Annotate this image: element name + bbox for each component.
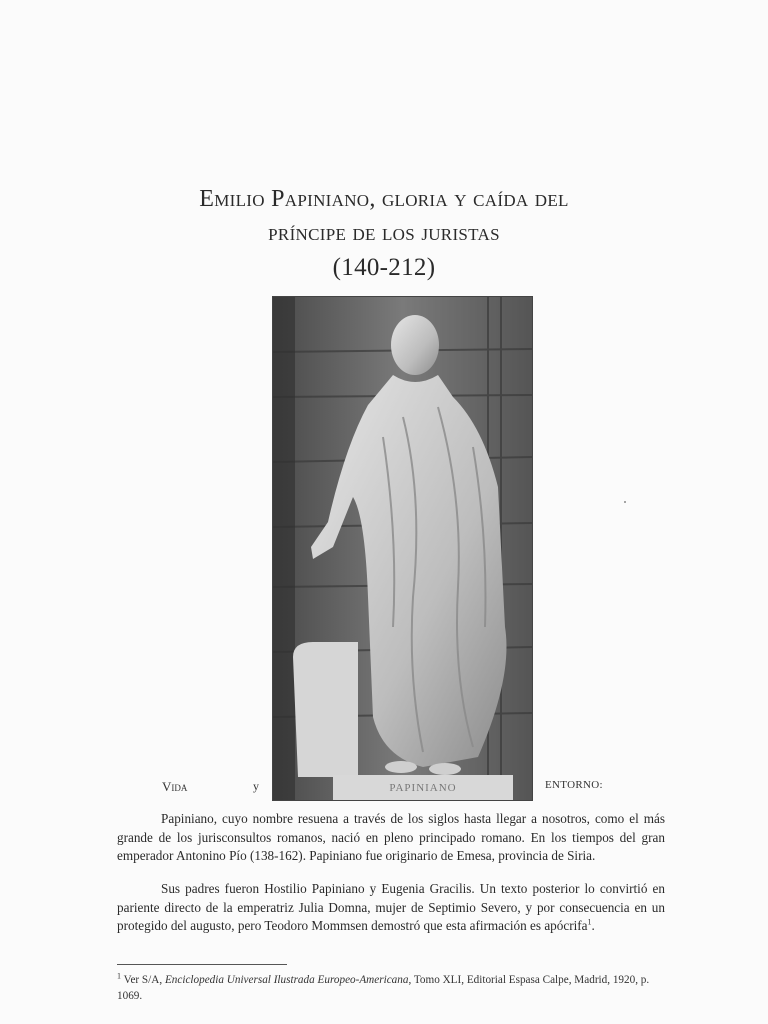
footnote-rule [117, 964, 287, 965]
footnote-ref[interactable]: 1 [587, 917, 592, 927]
heading-y: y [253, 779, 259, 793]
statue-photo [272, 296, 533, 801]
title-line-2: príncipe de los juristas [268, 220, 500, 246]
heading-entorno: ENTORNO: [545, 779, 603, 791]
footnote-rest: , Tomo XLI, Editorial Espasa Calpe, Madrid, 1920, p. 1069. [117, 974, 650, 1002]
paragraph-1 [117, 810, 665, 866]
footnote [117, 973, 665, 1004]
paragraph-2-wrap: Sus padres fueron Hostilio Papiniano y Eugenia Gracilis. Un texto posterior lo convirtió en pariente directo de la emperatriz Julia Domna, mujer de Septimio Severo, y por consecuencia en un protegido del augusto, pero Teodoro Mommsen demostró que esta afirmación es apócrifa$^1$. [117, 881, 665, 933]
footnote-lead: Ver S/A, [123, 974, 165, 986]
title-dates: (140-212) [332, 254, 436, 281]
heading-vida: Vida [162, 779, 188, 794]
title-line-1: Emilio Papiniano, gloria y caída del [199, 186, 569, 212]
paragraph-2-text: Sus padres fueron Hostilio Papiniano y Eugenia Gracilis. Un texto posterior lo convirtió en pariente directo de la emperatriz Julia Domna, mujer de Septimio Severo, y por consecuencia en un protegido del augusto, pero Teodoro Mommsen demostró que esta afirmación es apócrifa [117, 881, 665, 933]
speck [624, 501, 626, 503]
footnote-title: Enciclopedia Universal Ilustrada Europeo-Americana [164, 974, 409, 986]
pedestal-inscription: PAPINIANO [389, 782, 457, 794]
paragraph-2 [117, 880, 665, 936]
paragraph-1-text: Papiniano, cuyo nombre resuena a través de los siglos hasta llegar a nosotros, como el más grande de los jurisconsultos romanos, nació en pleno principado romano. En los tiempos del gran emperador Antonino Pío (138-162). Papiniano fue originario de Emesa, provincia de Siria. [117, 811, 665, 863]
footnote-marker: 1 [117, 971, 121, 981]
